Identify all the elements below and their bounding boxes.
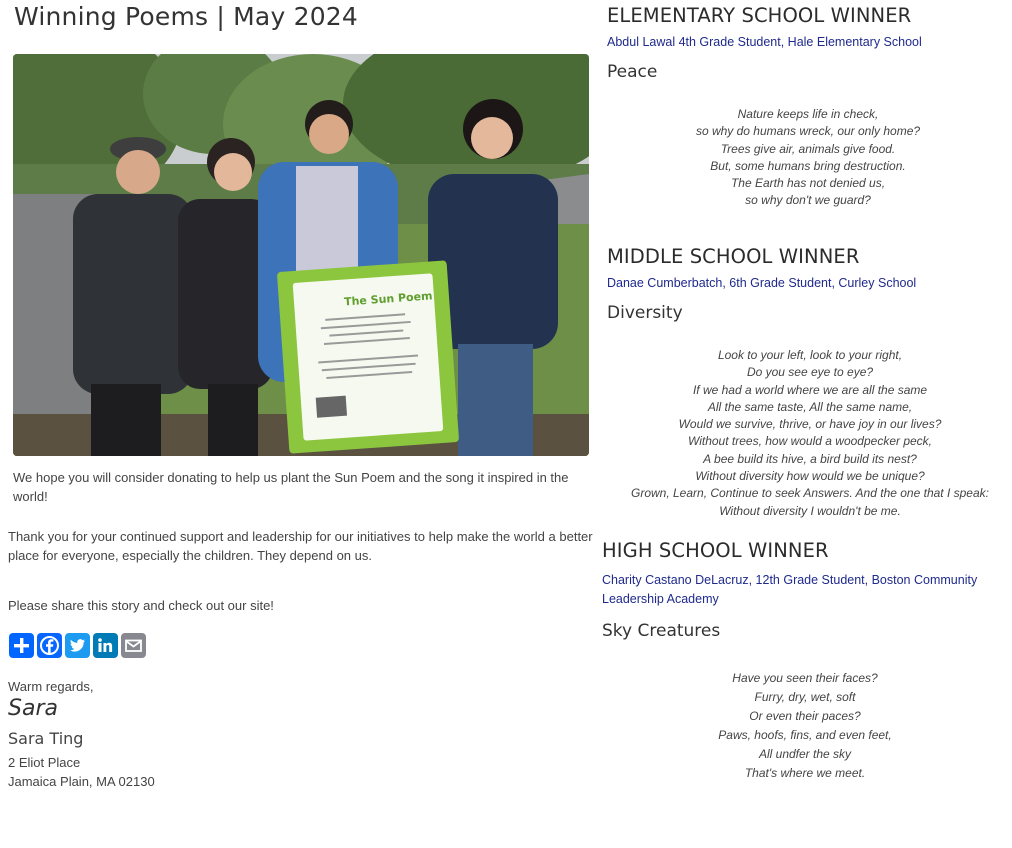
poem-line: so why don't we guard? (745, 193, 871, 208)
linkedin-icon (93, 633, 118, 658)
poem-line: Furry, dry, wet, soft (754, 690, 856, 704)
twitter-icon (65, 633, 90, 658)
page-title: Winning Poems | May 2024 (14, 2, 359, 31)
poem-line: Trees give air, animals give food. (720, 141, 896, 156)
donation-caption: We hope you will consider donating to help us plant the Sun Poem and the song it inspired in the world! (13, 470, 569, 504)
middle-winner-heading: MIDDLE SCHOOL WINNER (607, 245, 860, 268)
poem-line: Or even their paces? (749, 709, 861, 723)
facebook-icon (37, 633, 62, 658)
poem-line: All undfer the sky (758, 747, 852, 761)
share-buttons (9, 633, 146, 659)
high-poem-title: Sky Creatures (602, 621, 721, 641)
twitter-share-button[interactable] (65, 633, 90, 658)
poem-line: But, some humans bring destruction. (710, 158, 906, 173)
signature: Sara (8, 696, 58, 721)
share-button[interactable] (9, 633, 34, 658)
poem-line: Without trees, how would a woodpecker peck, (687, 434, 933, 449)
poem-line: The Earth has not denied us, (730, 176, 886, 191)
sign-title: The Sun Poem (343, 289, 433, 309)
poem-line: Without diversity I wouldn't be me. (719, 503, 901, 518)
facebook-share-button[interactable] (37, 633, 62, 658)
linkedin-share-button[interactable] (93, 633, 118, 658)
poem-line: so why do humans wreck, our only home? (695, 124, 921, 139)
poem-line: Nature keeps life in check, (737, 107, 879, 121)
elementary-poem-title: Peace (607, 62, 658, 82)
share-prompt: Please share this story and check out our site! (8, 598, 274, 613)
poem-line: Do you see eye to eye? (746, 365, 874, 380)
elementary-poem (608, 106, 1008, 210)
poem-line: Look to your left, look to your right, (717, 348, 903, 362)
elementary-winner-heading: ELEMENTARY SCHOOL WINNER (607, 4, 912, 27)
poem-line: Without diversity how would we be unique? (695, 469, 925, 484)
email-share-button[interactable] (121, 633, 146, 658)
middle-author: Danae Cumberbatch, 6th Grade Student, Curley School (607, 276, 917, 290)
poem-line: Have you seen their faces? (732, 671, 878, 685)
poem-line: Would we survive, thrive, or have joy in our lives? (678, 417, 942, 432)
poem-line: A bee build its hive, a bird build its nest? (703, 451, 917, 466)
elementary-author: Abdul Lawal 4th Grade Student, Hale Elementary School (607, 35, 922, 49)
poem-line: Grown, Learn, Continue to seek Answers. And the one that I speak: (631, 486, 989, 501)
poem-line: If we had a world where we are all the same (692, 382, 928, 397)
high-winner-heading: HIGH SCHOOL WINNER (602, 539, 829, 562)
poem-line: That's where we meet. (744, 766, 866, 780)
sender-name: Sara Ting (8, 729, 84, 748)
high-author: Charity Castano DeLacruz, 12th Grade Student, Boston Community Leadership Academy (602, 573, 978, 606)
address-line-1: 2 Eliot Place (8, 755, 81, 770)
poem-line: Paws, hoofs, fins, and even feet, (718, 728, 892, 742)
plus-icon (9, 633, 34, 658)
address-line-2: Jamaica Plain, MA 02130 (8, 774, 155, 789)
email-icon (121, 633, 146, 658)
middle-poem (608, 347, 1012, 520)
thank-you-text: Thank you for your continued support and leadership for our initiatives to help make the world a better place for everyone, especially the children. They depend on us. (8, 529, 593, 563)
middle-poem-title: Diversity (607, 303, 683, 323)
group-photo (13, 54, 589, 456)
high-poem (605, 669, 1005, 783)
poem-line: All the same taste, All the same name, (707, 399, 913, 414)
closing-text: Warm regards, (8, 679, 94, 694)
